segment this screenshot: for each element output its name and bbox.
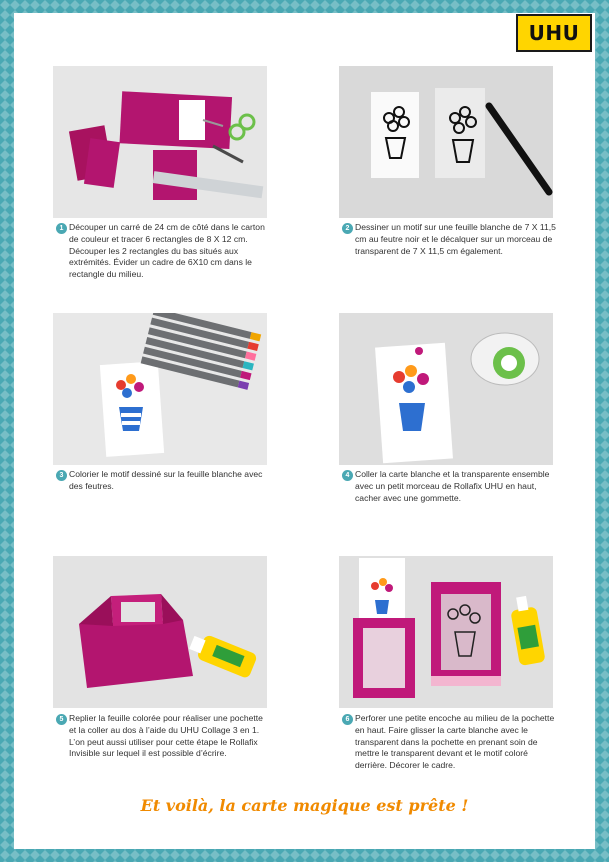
step-text: Découper un carré de 24 cm de côté dans le carton de couleur et tracer 6 rectangles de 8 X 12 cm. Découper les 2 rectangles du bas situés aux extrémités. Évider un cadre de 6X10 cm dans le rectangle du milieu. — [69, 222, 265, 280]
step-text: Dessiner un motif sur une feuille blanche de 7 X 11,5 cm au feutre noir et le décalquer sur un morceau de transparent de 7 X 11,5 cm également. — [355, 222, 556, 256]
step-4 — [342, 469, 556, 504]
step-number-badge: 6 — [342, 714, 353, 725]
step-number-badge: 2 — [342, 223, 353, 234]
step-1 — [56, 222, 270, 281]
step-number-badge: 3 — [56, 470, 67, 481]
step-6-photo — [339, 556, 553, 708]
step-text: Colorier le motif dessiné sur la feuille blanche avec des feutres. — [69, 469, 263, 491]
step-1-photo — [53, 66, 267, 218]
step-text: Replier la feuille colorée pour réaliser une pochette et la coller au dos à l’aide du UHU Collage 3 en 1. L’on peut aussi utiliser pour cette étape le Rollafix Invisible sur lequel il est possible d’écrire. — [69, 713, 263, 759]
step-number-badge: 4 — [342, 470, 353, 481]
uhu-logo: UHU — [516, 14, 592, 52]
step-number-badge: 5 — [56, 714, 67, 725]
step-3-photo — [53, 313, 267, 465]
step-6 — [342, 713, 556, 772]
step-2 — [342, 222, 556, 257]
step-3 — [56, 469, 270, 493]
closing-message: Et voilà, la carte magique est prête ! — [140, 796, 469, 815]
step-text: Coller la carte blanche et la transparente ensemble avec un petit morceau de Rollafix UHU en haut, cacher avec une gommette. — [355, 469, 550, 503]
step-5-photo — [53, 556, 267, 708]
step-5 — [56, 713, 270, 760]
step-4-photo — [339, 313, 553, 465]
step-text: Perforer une petite encoche au milieu de la pochette en haut. Faire glisser la carte blanche avec le transparent dans la pochette en prenant soin de mettre le transparent devant et le motif coloré derrière. Décorer le cadre. — [355, 713, 555, 771]
step-number-badge: 1 — [56, 223, 67, 234]
step-2-photo — [339, 66, 553, 218]
